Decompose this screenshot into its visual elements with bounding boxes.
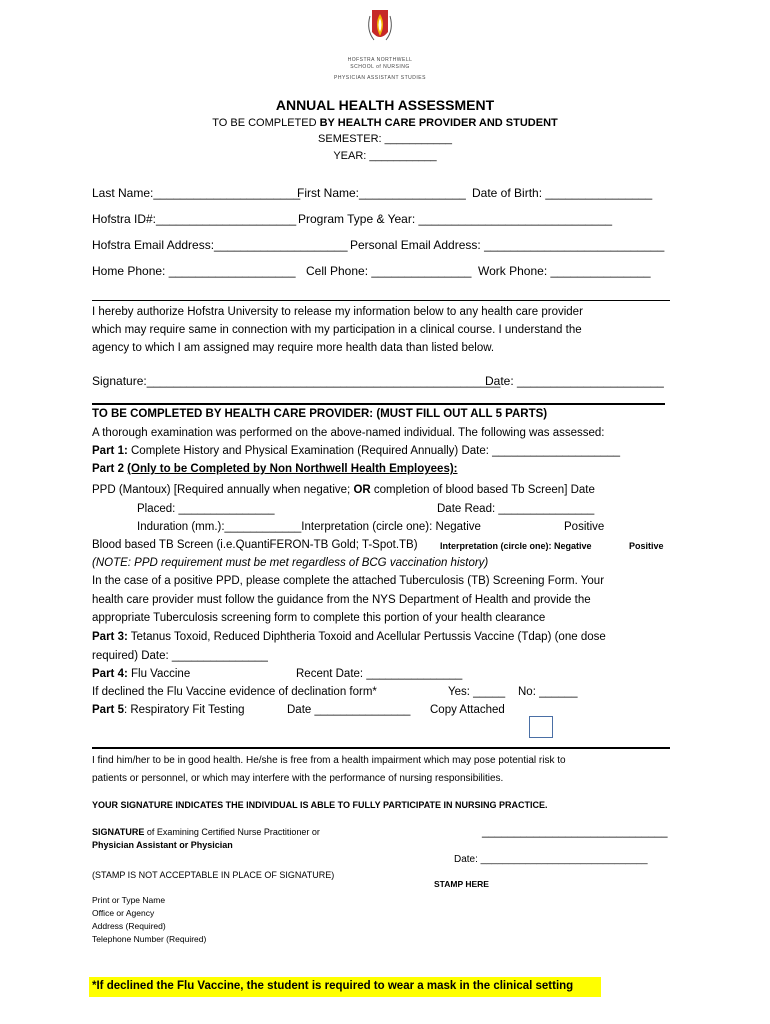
part3-label: Part 3: xyxy=(92,631,128,643)
cell-phone-field[interactable]: Cell Phone: _______________ xyxy=(306,264,472,278)
logo-text-3: PHYSICIAN ASSISTANT STUDIES xyxy=(334,75,426,81)
stamp-here-label[interactable]: STAMP HERE xyxy=(434,879,489,889)
positive-ppd-line-3: appropriate Tuberculosis screening form to complete this portion of your health clearance xyxy=(92,612,546,624)
part2-label: Part 2 xyxy=(92,463,124,475)
bcg-note: (NOTE: PPD requirement must be met regardless of BCG vaccination history) xyxy=(92,557,489,569)
telephone-label: Telephone Number (Required) xyxy=(92,934,207,944)
clearance-line-2: patients or personnel, or which may interfere with the performance of nursing responsibilities. xyxy=(92,773,504,784)
stamp-note: (STAMP IS NOT ACCEPTABLE IN PLACE OF SIGNATURE) xyxy=(92,870,335,880)
section-divider-2 xyxy=(92,747,670,749)
form-title: ANNUAL HEALTH ASSESSMENT xyxy=(275,97,495,113)
flu-declined-no-field[interactable]: No: ______ xyxy=(518,686,578,698)
part5-line xyxy=(92,704,245,716)
part3-date-field[interactable]: required) Date: _______________ xyxy=(92,650,268,662)
sig-label-bold: SIGNATURE xyxy=(92,827,145,837)
blood-interpretation-option[interactable]: Interpretation (circle one): Negative xyxy=(440,541,592,551)
ppd-or: OR xyxy=(353,484,371,496)
student-signature-field[interactable]: Signature:_____________________________________________________ xyxy=(92,374,501,388)
part3-line xyxy=(92,631,606,643)
logo-text-1: HOFSTRA NORTHWELL xyxy=(347,57,413,63)
form-subtitle xyxy=(0,117,770,129)
part1-line[interactable] xyxy=(92,445,620,457)
authorization-line-3: agency to which I am assigned may require more health data than listed below. xyxy=(92,342,495,354)
flu-declined-yes-field[interactable]: Yes: _____ xyxy=(448,686,506,698)
logo-text-2: SCHOOL of NURSING xyxy=(350,64,410,70)
address-label: Address (Required) xyxy=(92,921,166,931)
ppd-line xyxy=(92,484,595,496)
part4-label: Part 4: xyxy=(92,668,128,680)
provider-heading: TO BE COMPLETED BY HEALTH CARE PROVIDER: (MUST FILL OUT ALL 5 PARTS) xyxy=(92,408,548,420)
school-logo xyxy=(330,6,430,81)
flu-mask-note: *If declined the Flu Vaccine, the student is required to wear a mask in the clinical setting xyxy=(92,980,574,992)
semester-field[interactable]: SEMESTER: ___________ xyxy=(318,133,452,145)
part4-text: Flu Vaccine xyxy=(127,668,191,680)
home-phone-field[interactable]: Home Phone: ___________________ xyxy=(92,264,296,278)
part5-text: : Respiratory Fit Testing xyxy=(123,704,245,716)
ppd-placed-field[interactable]: Placed: _______________ xyxy=(137,503,275,515)
crest-icon xyxy=(330,6,430,52)
part1-text: Complete History and Physical Examination (Required Annually) Date: ____________________ xyxy=(127,445,621,457)
hofstra-id-field[interactable]: Hofstra ID#:_____________________ xyxy=(92,212,297,226)
part1-label: Part 1: xyxy=(92,445,128,457)
provider-signature-label-2: Physician Assistant or Physician xyxy=(92,840,233,850)
blood-positive-option[interactable]: Positive xyxy=(629,541,664,551)
part5-date-field[interactable]: Date _______________ xyxy=(287,704,411,716)
flu-declined-label: If declined the Flu Vaccine evidence of declination form* xyxy=(92,686,377,698)
part3-text: Tetanus Toxoid, Reduced Diphtheria Toxoid and Acellular Pertussis Vaccine (Tdap) (one dose xyxy=(127,631,606,643)
personal-email-field[interactable]: Personal Email Address: ___________________________ xyxy=(350,238,665,252)
induration-field[interactable]: Induration (mm.):____________Interpretation (circle one): Negative xyxy=(137,521,481,533)
provider-signature-label xyxy=(92,827,320,837)
copy-attached-checkbox[interactable] xyxy=(529,716,553,738)
part5-label: Part 5 xyxy=(92,704,124,716)
blood-screen-label: Blood based TB Screen (i.e.QuantiFERON-TB Gold; T-Spot.TB) xyxy=(92,539,418,551)
first-name-field[interactable]: First Name:________________ xyxy=(297,186,466,200)
hofstra-email-field[interactable]: Hofstra Email Address:____________________ xyxy=(92,238,348,252)
copy-attached-label: Copy Attached xyxy=(430,704,505,716)
part4-line xyxy=(92,668,190,680)
subtitle-bold: BY HEALTH CARE PROVIDER AND STUDENT xyxy=(319,117,558,129)
sig-label-rest: of Examining Certified Nurse Practitioner or xyxy=(144,827,320,837)
positive-ppd-line-2: health care provider must follow the guidance from the NYS Department of Health and provide the xyxy=(92,594,591,606)
provider-intro: A thorough examination was performed on the above-named individual. The following was assessed: xyxy=(92,427,605,439)
authorization-line-1: I hereby authorize Hofstra University to release my information below to any health care provider xyxy=(92,306,583,318)
clearance-line-1: I find him/her to be in good health. He/she is free from a health impairment which may pose potential risk to xyxy=(92,755,566,766)
dob-field[interactable]: Date of Birth: ________________ xyxy=(472,186,653,200)
program-field[interactable]: Program Type & Year: _____________________________ xyxy=(298,212,613,226)
authorization-line-2: which may require same in connection with my participation in a clinical course. I understand the xyxy=(92,324,582,336)
positive-ppd-line-1: In the case of a positive PPD, please complete the attached Tuberculosis (TB) Screening Form. Your xyxy=(92,575,605,587)
flu-recent-date-field[interactable]: Recent Date: _______________ xyxy=(296,668,463,680)
ppd-prefix: PPD (Mantoux) [Required annually when negative; xyxy=(92,484,354,496)
ppd-suffix: completion of blood based Tb Screen] Date xyxy=(370,484,595,496)
part2-text: (Only to be Completed by Non Northwell Health Employees): xyxy=(127,463,458,475)
last-name-field[interactable]: Last Name:______________________ xyxy=(92,186,301,200)
provider-signature-field[interactable]: _____________________________ xyxy=(482,826,668,838)
work-phone-field[interactable]: Work Phone: _______________ xyxy=(478,264,651,278)
ppd-positive-option[interactable]: Positive xyxy=(564,521,605,533)
provider-date-field[interactable]: Date: ______________________________ xyxy=(454,854,648,865)
student-date-field[interactable]: Date: ______________________ xyxy=(485,374,664,388)
divider xyxy=(92,300,670,301)
section-divider xyxy=(92,403,665,405)
participation-statement: YOUR SIGNATURE INDICATES THE INDIVIDUAL IS ABLE TO FULLY PARTICIPATE IN NURSING PRACTICE. xyxy=(92,800,548,810)
office-label: Office or Agency xyxy=(92,908,155,918)
year-field[interactable]: YEAR: ___________ xyxy=(333,150,437,162)
ppd-date-read-field[interactable]: Date Read: _______________ xyxy=(437,503,595,515)
part2-line xyxy=(92,463,458,475)
print-name-label: Print or Type Name xyxy=(92,895,166,905)
subtitle-prefix: TO BE COMPLETED xyxy=(212,117,320,129)
